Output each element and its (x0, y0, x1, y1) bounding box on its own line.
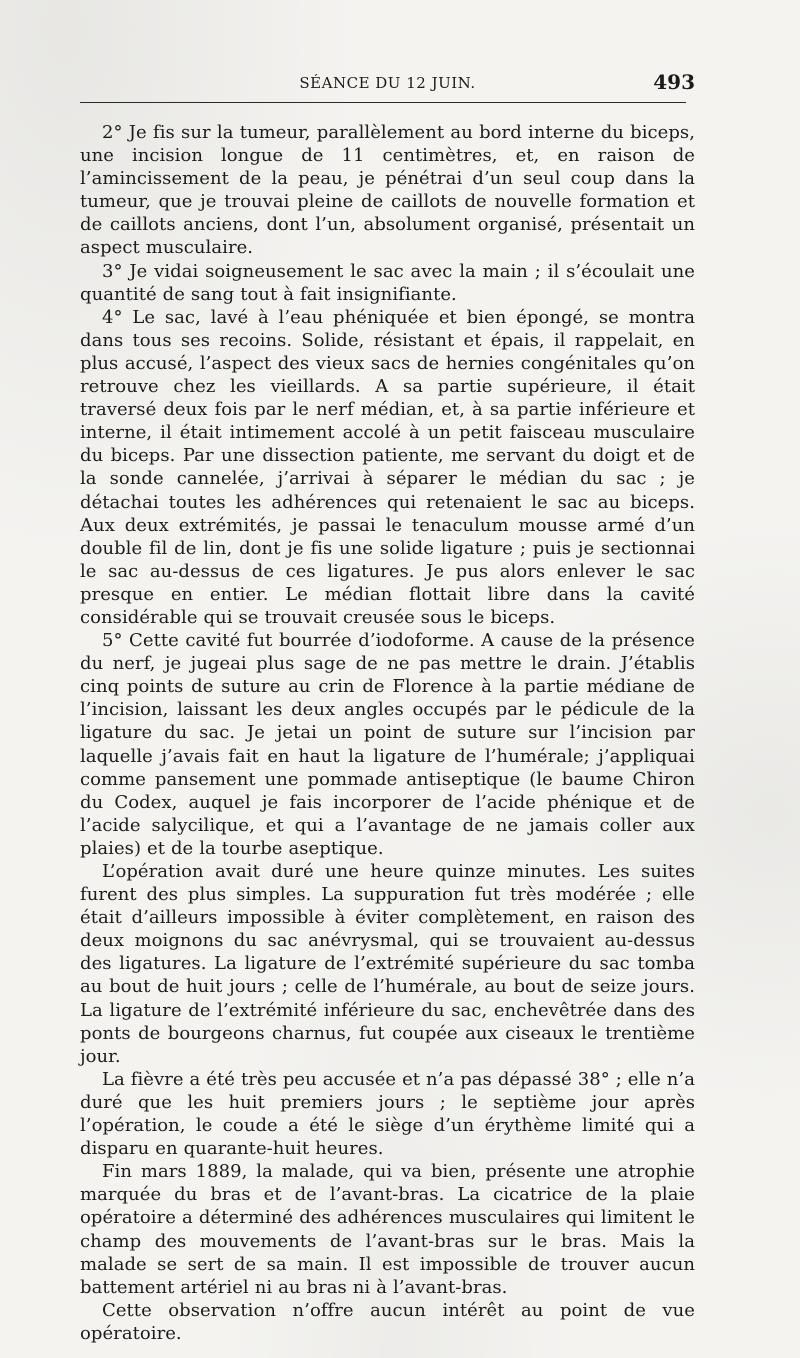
body-text (80, 121, 695, 1345)
paragraph-step-3: 3° Je vidai soigneusement le sac avec la main ; il s’écoulait une quantité de sang tout à fait insignifiante. (80, 260, 695, 305)
running-title: SÉANCE DU 12 JUIN. (299, 74, 476, 92)
header-rule (80, 102, 686, 103)
paragraph-operation-outcome: L’opération avait duré une heure quinze minutes. Les suites furent des plus simples. La suppuration fut très modérée ; elle était d’ailleurs impossible à éviter complètement, en raison des deux moignons du sac anévrysmal, qui se trouvaient au-dessus des ligatures. La ligature de l’extrémité supérieure du sac tomba au bout de huit jours ; celle de l’humérale, au bout de seize jours. La ligature de l’extrémité inférieure du sac, enchevêtrée dans des ponts de bourgeons charnus, fut coupée aux ciseaux le trentième jour. (80, 861, 695, 1067)
paragraph-fever: La fièvre a été très peu accusée et n’a pas dépassé 38° ; elle n’a duré que les huit premiers jours ; le septième jour après l’opération, le coude a été le siège d’un érythème limité qui a disparu en quarante-huit heures. (80, 1068, 695, 1160)
page-number: 493 (653, 70, 695, 94)
page-header (80, 70, 695, 102)
paragraph-follow-up: Fin mars 1889, la malade, qui va bien, présente une atrophie marquée du bras et de l’avant-bras. La cicatrice de la plaie opératoire a déterminé des adhérences musculaires qui limitent le champ des mouvements de l’avant-bras sur le bras. Mais la malade se sert de sa main. Il est impossible de trouver aucun battement artériel ni au bras ni à l’avant-bras. (80, 1161, 695, 1298)
paragraph-conclusion: Cette observation n’offre aucun intérêt au point de vue opératoire. (80, 1299, 695, 1344)
paragraph-step-2: 2° Je fis sur la tumeur, parallèlement au bord interne du biceps, une incision longue de 11 centimètres, et, en raison de l’amincissement de la peau, je pénétrai d’un seul coup dans la tumeur, que je trouvai pleine de caillots de nouvelle formation et de caillots anciens, dont l’un, absolument organisé, présentait un aspect musculaire. (80, 122, 695, 259)
paragraph-step-5: 5° Cette cavité fut bourrée d’iodoforme. A cause de la présence du nerf, je jugeai plus sage de ne pas mettre le drain. J’établis cinq points de suture au crin de Florence à la partie médiane de l’incision, laissant les deux angles occupés par le pédicule de la ligature du sac. Je jetai un point de suture sur l’incision par laquelle j’avais fait en haut la ligature de l’humérale; j’appliquai comme pansement une pommade antiseptique (le baume Chiron du Codex, auquel je fais incorporer de l’acide phénique et de l’acide salycilique, et qui a l’avantage de ne jamais coller aux plaies) et de la tourbe aseptique. (80, 630, 695, 859)
paragraph-step-4: 4° Le sac, lavé à l’eau phéniquée et bien épongé, se montra dans tous ses recoins. Solide, résistant et épais, il rappelait, en plus accusé, l’aspect des vieux sacs de hernies congénitales qu’on retrouve chez les vieillards. A sa partie supérieure, il était traversé deux fois par le nerf médian, et, à sa partie inférieure et interne, il était intimement accolé à un petit faisceau musculaire du biceps. Par une dissection patiente, me servant du doigt et de la sonde cannelée, j’arrivai à séparer le médian du sac ; je détachai toutes les adhérences qui retenaient le sac au biceps. Aux deux extrémités, je passai le tenaculum mousse armé d’un double fil de lin, dont je fis une solide ligature ; puis je sectionnai le sac au-dessus de ces ligatures. Je pus alors enlever le sac presque en entier. Le médian flottait libre dans la cavité considérable qui se trouvait creusée sous le biceps. (80, 306, 695, 628)
